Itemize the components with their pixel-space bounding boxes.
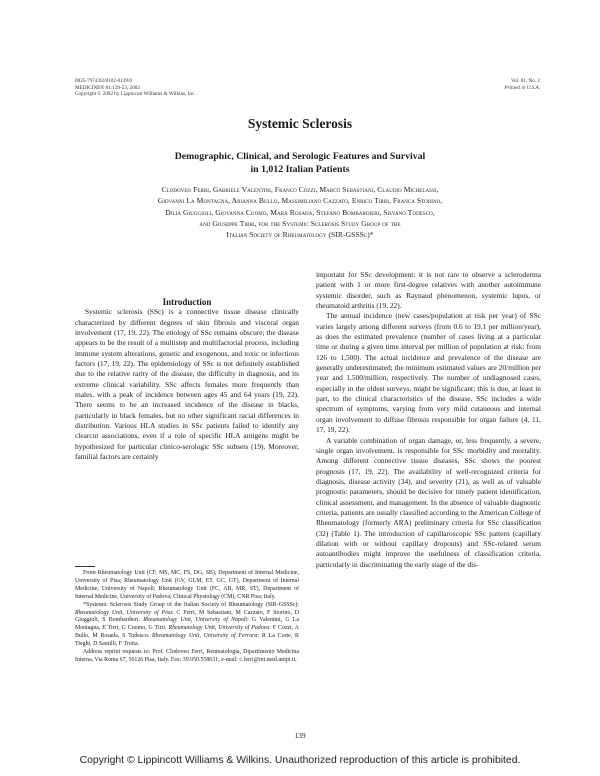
right-column: [316, 270, 541, 570]
author-line: Dilia Giuggioli, Giovanna Cuomo, Mara Rosada, Stefano Bombardieri, Silvano Todesco,: [165, 207, 435, 217]
group-intro: *Systemic Sclerosis Study Group of the Italian Society of Rheumatology (SIR-GSSSc):: [83, 601, 299, 608]
author-line: Italian Society of Rheumatology (SIR-GSSSc)*: [226, 230, 374, 240]
page-number: 139: [294, 731, 306, 740]
unit-pisa: Rheumatology Unit, University of Pisa: [75, 609, 172, 616]
left-column: [75, 297, 299, 463]
header-copyright-line: Copyright © 2002 by Lippincott Williams & Wilkins, Inc.: [75, 91, 196, 98]
members-ferrara: : R La Corte, R Tieghi, D Santilli, F Trotta.: [75, 633, 299, 648]
printed-line: Printed in U.S.A.: [504, 84, 540, 91]
footnote-rule: [75, 566, 95, 567]
unit-napoli: Rheumatology Unit, University of Napoli: [143, 617, 248, 624]
intro-paragraph: Systemic sclerosis (SSc) is a connective tissue disease clinically characterized by different degrees of skin fibrosis and visceral organ involvement (17, 19, 22). The etiology of SSc remains obscure; the disease appears to be the result of a multistep and multifactorial process, including immune system alterations, genetic and exogenous, and toxic or infectious factors (17, 19, 22). The epidemiology of SSc is not definitely established due to the relative rarity of the disease, the difficulty in diagnosis, and its extreme clinical variability. SSc affects females more frequently than males, with a peak of incidence between ages 45 and 64 years (19, 22). There seems to be an increased incidence of the disease in blacks, particularly in black females, but no other significant racial differences in distribution. Various HLA studies in SSc patients failed to identify any clearcut associations, even if a role of specific HLA antigens might be hypothesized for particular clinico-serologic SSc subsets (19). Moreover, familial factors are certainly: [75, 307, 299, 462]
article-title: Systemic Sclerosis: [247, 116, 353, 131]
affiliations-footnote: From Rheumatology Unit (CF, MS, MC, FS, DG, SB), Department of Internal Medicine, University of Pisa; Rheumatology Unit (GV, GLM, ET, GC, GT), Department of Internal Medicine, University of Napoli; Rheumatology Unit (FC, AB, MR, ST), Department of Internal Medicine, University of Padova; Clinical Physiology (CM), CNR Pisa; Italy.: [75, 570, 299, 600]
journal-header-left: [75, 78, 196, 98]
organ-damage-paragraph: A variable combination of organ damage, or, less frequently, a severe, single organ involvement, is responsible for SSc morbidity and mortality. Among different connective tissue diseases, SSc shows the poorest prognosis (17, 19, 22). The availability of well-recognized criteria for diagnosis, disease activity (34), and severity (21), as well as of valuable prognostic parameters, should be decisive for timely patient identification, clinical assessment, and management. In the absence of valuable diagnostic criteria, patients are usually classified according to the American College of Rheumatology (formerly ARA) preliminary criteria for SSc classification (32) (Table 1). The introduction of capillaroscopic SSc pattern (capillary dilation with or without capillary dropouts) and SSc-related serum autoantibodies might improve the usefulness of classification criteria, particularly in discriminating the early stage of the dis-: [316, 435, 541, 569]
continuation-paragraph: important for SSc development: it is not rare to observe a scleroderma patient with 1 or more first-degree relatives with another autoimmune systemic disorder, such as Raynaud phenomenon, systemic lupus, or rheumatoid arthritis (19, 22).: [316, 270, 541, 311]
author-line: and Giuseppe Tirri, for the Systemic Sclerosis Study Group of the: [199, 218, 401, 228]
unit-padova: Rheumatology Unit, University of Padova: [168, 625, 270, 632]
members-pisa: : C Ferri, M Sebastiani, M Cazzato, F Storino, D Giuggioli, S Bombardieri.: [75, 609, 299, 624]
volume-line: Vol. 81, No. 2: [510, 78, 540, 84]
author-line: Clodoveo Ferri, Gabriele Valentini, Franco Cozzi, Marco Sebastiani, Claudio Michelassi,: [161, 185, 439, 194]
author-line: Giovanni La Montagna, Arianna Bullo, Massimiliano Cazzato, Enrico Tirri, Franca Storino,: [157, 196, 443, 206]
reprint-footnote: Address reprint requests to: Prof. Clodoveo Ferri, Reumatologia, Dipartimento Medicina Interna, Via Roma 67, 56126 Pisa, Italy. Fax: 39.050.558631; e-mail: c.ferri@int.med.unipi.it.: [75, 649, 299, 663]
members-padova: : F Cozzi, A Bullo, M Rosada, S Todesco.: [75, 625, 299, 640]
issn-line: 0025-7974/02/8102-0139/0: [75, 78, 133, 84]
copyright-notice: Copyright © Lippincott Williams & Wilkins. Unauthorized reproduction of this article is prohibited.: [79, 755, 521, 766]
journal-header-right: [504, 78, 540, 91]
subtitle-line-2: in 1,012 Italian Patients: [250, 164, 350, 175]
study-group-footnote: [75, 602, 299, 649]
unit-ferrara: Rheumatology Unit, University of Ferrara: [151, 633, 258, 640]
introduction-heading: Introduction: [162, 297, 212, 307]
incidence-paragraph: The annual incidence (new cases/population at risk per year) of SSc varies largely among different surveys (from 0.6 to 19.1 per million/year), as does the estimated prevalence (number of cases living at a particular time or during a given time interval per million of population at risk: from 126 to 1,500). The actual incidence and prevalence of the disease are generally underestimated; the minimum estimated values are 20/million per year and 1,500/million, respectively. The number of undiagnosed cases, especially in the oldest surveys, might be significant; this is due, at least in part, to the clinical characteristics of the disease. SSc includes a wide spectrum of symptoms, varying from very mild cutaneous and internal organ involvement to diffuse fibrosis responsible for organ failure (4, 11, 17, 19, 22).: [316, 311, 541, 435]
footnotes: [75, 570, 299, 665]
author-list: [95, 184, 505, 240]
members-napoli: : G Valentini, G La Montagna, E Tirri, G Cuomo, G Tirri.: [75, 617, 299, 632]
journal-citation-line: MEDICINE® 81:139-53, 2002: [75, 84, 140, 91]
article-subtitle: [75, 150, 525, 176]
subtitle-line-1: Demographic, Clinical, and Serologic Features and Survival: [174, 151, 426, 162]
